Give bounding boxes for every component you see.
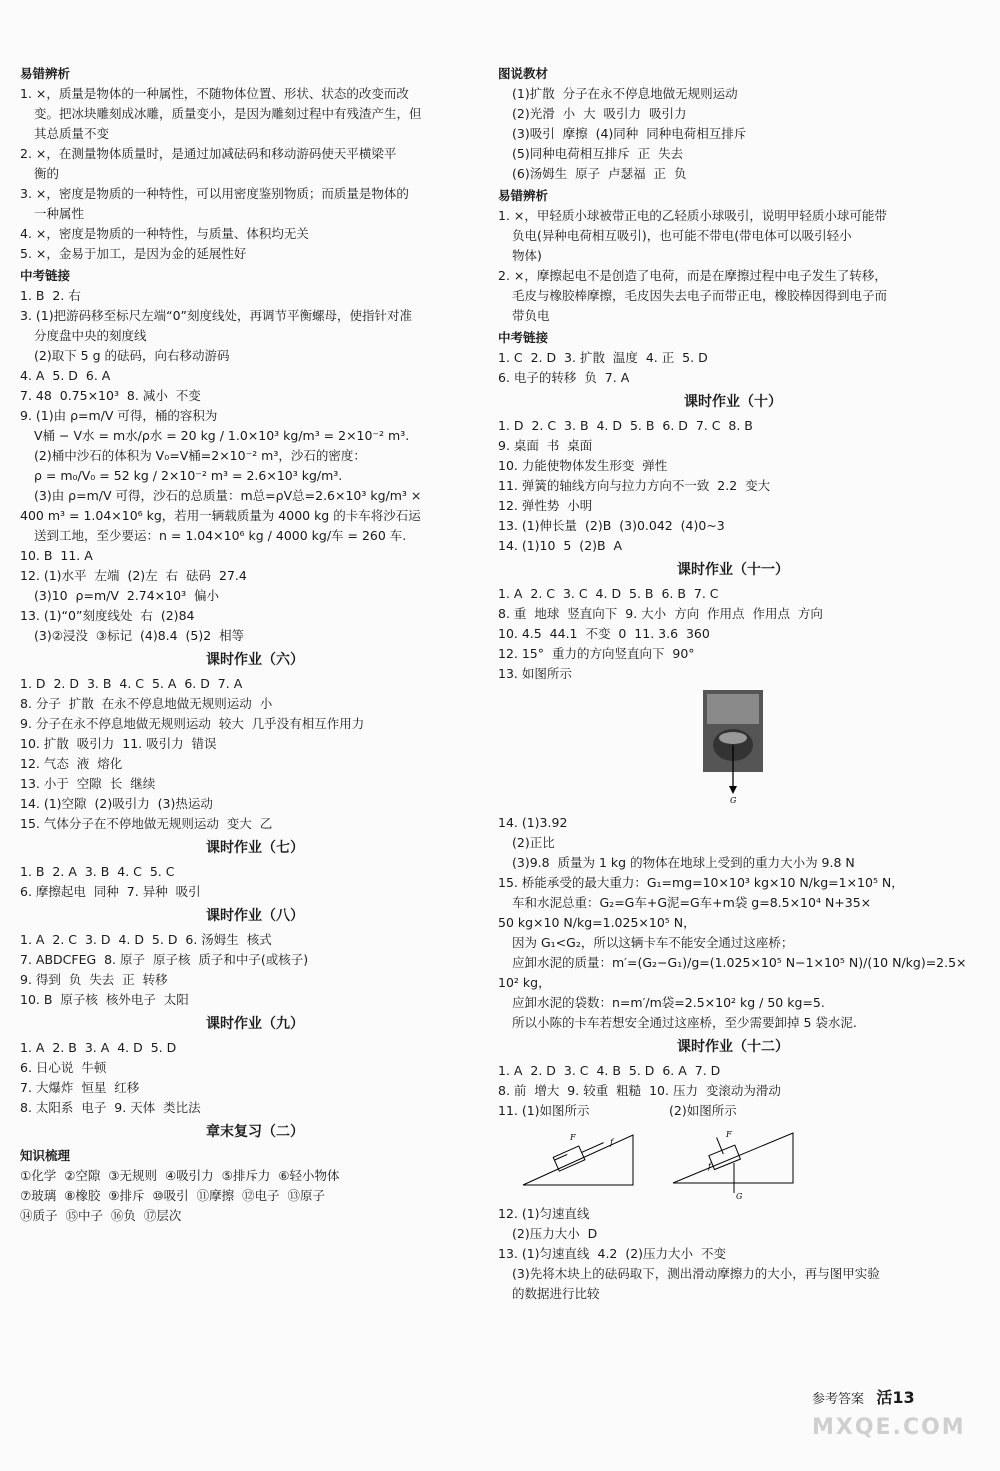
answer-line: 8. 太阳系 电子 9. 天体 类比法: [20, 1100, 201, 1115]
answer-line: (3)吸引 摩擦 (4)同种 同种电荷相互排斥: [512, 126, 747, 141]
section-heading: 课时作业（八）: [206, 908, 304, 924]
answer-line: (3)②浸没 ③标记 (4)8.4 (5)2 相等: [34, 628, 245, 643]
answer-line: (2)取下 5 g 的砝码，向右移动游码: [34, 348, 230, 363]
answer-line: 1. D 2. C 3. B 4. D 5. B 6. D 7. C 8. B: [498, 418, 753, 433]
answer-line: 11. 弹簧的轴线方向与拉力方向不一致 2.2 变大: [498, 478, 771, 493]
section-title: 中考链接: [498, 330, 549, 345]
force-label: F: [570, 1133, 576, 1142]
answer-line: 送到工地，至少要运：n = 1.04×10⁶ kg / 4000 kg/车 = 260 车.: [34, 528, 407, 543]
answer-line: 12. 弹性势 小明: [498, 498, 593, 513]
answer-line: 毛皮与橡胶棒摩擦，毛皮因失去电子而带正电，橡胶棒因得到电子而: [512, 288, 888, 303]
lantern-photo: [703, 690, 763, 805]
answer-line: 15. 气体分子在不停地做无规则运动 变大 乙: [20, 816, 273, 831]
answer-line: 一种属性: [34, 206, 85, 221]
incline-diagram-1: [518, 1125, 638, 1195]
answer-list: [20, 674, 490, 834]
answer-line: 负电(异种电荷相互吸引)，也可能不带电(带电体可以吸引轻小: [512, 228, 852, 243]
answer-list: [498, 813, 968, 1033]
answer-line: 物体): [512, 248, 542, 263]
answer-line: 14. (1)10 5 (2)B A: [498, 538, 623, 553]
answer-line: 带负电: [512, 308, 550, 323]
answer-list: [498, 416, 968, 556]
answer-line: 6. 摩擦起电 同种 7. 异种 吸引: [20, 884, 201, 899]
answer-line: (3)先将木块上的砝码取下，测出滑动摩擦力的大小，再与图甲实验: [512, 1266, 880, 1281]
section-title: 易错辨析: [498, 188, 549, 203]
answer-line: 1. A 2. D 3. C 4. B 5. D 6. A 7. D: [498, 1063, 721, 1078]
answer-line: 1. A 2. B 3. A 4. D 5. D: [20, 1040, 177, 1055]
answer-line: 10. 4.5 44.1 不变 0 11. 3.6 360: [498, 626, 710, 641]
answer-line: 11. (1)如图所示 (2)如图所示: [498, 1103, 737, 1118]
answer-list: [20, 862, 490, 902]
answer-list: [20, 1038, 490, 1118]
answer-line: ⑦玻璃 ⑧橡胶 ⑨排斥 ⑩吸引 ⑪摩擦 ⑫电子 ⑬原子: [20, 1188, 326, 1203]
answer-line: (1)扩散 分子在永不停息地做无规则运动: [512, 86, 738, 101]
right-column: [498, 62, 968, 1304]
section-heading: 课时作业（十一）: [677, 562, 789, 578]
answer-line: 变。把冰块雕刻成冰雕，质量变小，是因为雕刻过程中有残渣产生，但: [34, 106, 422, 121]
answer-line: 应卸水泥的质量：m′=(G₂−G₁)/g=(1.025×10⁵ N−1×10⁵ N)/(10 N/kg)=2.5×: [512, 955, 967, 970]
answer-line: (2)压力大小 D: [512, 1226, 598, 1241]
section-title: 中考链接: [20, 268, 71, 283]
incline-diagrams: [498, 1125, 968, 1200]
answer-line: 10² kg，: [498, 975, 551, 990]
answer-line: 12. (1)匀速直线: [498, 1206, 590, 1221]
answer-line: 1. D 2. D 3. B 4. C 5. A 6. D 7. A: [20, 676, 243, 691]
answer-list: [498, 1061, 968, 1121]
answer-line: 1. B 2. 右: [20, 288, 81, 303]
answer-line: 14. (1)空隙 (2)吸引力 (3)热运动: [20, 796, 213, 811]
answer-line: 1. B 2. A 3. B 4. C 5. C: [20, 864, 175, 879]
answer-line: (2)正比: [512, 835, 555, 850]
answer-list: [20, 1166, 490, 1226]
section-title: 易错辨析: [20, 66, 71, 81]
section-heading: 课时作业（六）: [206, 652, 304, 668]
answer-line: 8. 前 增大 9. 较重 粗糙 10. 压力 变滚动为滑动: [498, 1083, 781, 1098]
answer-line: 3. (1)把游码移至标尺左端“0”刻度线处，再调节平衡螺母，使指针对准: [20, 308, 413, 323]
answer-line: 其总质量不变: [34, 126, 110, 141]
force-label: G: [736, 1192, 743, 1200]
answer-line: 15. 桥能承受的最大重力：G₁=mg=10×10³ kg×10 N/kg=1×10⁵ N，: [498, 875, 904, 890]
answer-line: 7. ABDCFEG 8. 原子 原子核 质子和中子(或核子): [20, 952, 309, 967]
answer-line: 4. ×，密度是物质的一种特性，与质量、体积均无关: [20, 226, 309, 241]
answer-list: [498, 584, 968, 684]
answer-line: 9. 分子在永不停息地做无规则运动 较大 几乎没有相互作用力: [20, 716, 365, 731]
answer-line: 1. A 2. C 3. D 4. D 5. D 6. 汤姆生 核式: [20, 932, 272, 947]
answer-line: 13. (1)伸长量 (2)B (3)0.042 (4)0~3: [498, 518, 725, 533]
page-footer: [812, 1388, 915, 1410]
answer-line: (3)10 ρ=m/V 2.74×10³ 偏小: [34, 588, 220, 603]
answer-line: 的数据进行比较: [512, 1286, 600, 1301]
answer-line: 7. 大爆炸 恒星 红移: [20, 1080, 140, 1095]
section-heading: 课时作业（十二）: [677, 1039, 789, 1055]
answer-line: 3. ×，密度是物质的一种特性，可以用密度鉴别物质；而质量是物体的: [20, 186, 409, 201]
answer-line: 13. 如图所示: [498, 666, 572, 681]
section-heading: 课时作业（十）: [684, 394, 782, 410]
answer-list: [498, 206, 968, 326]
figure-label: G: [730, 796, 737, 805]
answer-list: [20, 930, 490, 1010]
section-heading: 课时作业（七）: [206, 840, 304, 856]
answer-list: [498, 348, 968, 388]
section-title: 图说教材: [498, 66, 549, 81]
answer-line: 10. B 11. A: [20, 548, 93, 563]
answer-line: (5)同种电荷相互排斥 正 失去: [512, 146, 684, 161]
answer-line: 车和水泥总重：G₂=G车+G泥=G车+m袋 g=8.5×10⁴ N+35×: [512, 895, 872, 910]
answer-line: 8. 重 地球 竖直向下 9. 大小 方向 作用点 作用点 方向: [498, 606, 823, 621]
answer-line: (3)9.8 质量为 1 kg 的物体在地球上受到的重力大小为 9.8 N: [512, 855, 855, 870]
answer-line: (3)由 ρ=m/V 可得，沙石的总质量：m总=ρV总=2.6×10³ kg/m³ ×: [34, 488, 422, 503]
answer-line: 10. 扩散 吸引力 11. 吸引力 错误: [20, 736, 217, 751]
answer-line: 9. 桌面 书 桌面: [498, 438, 593, 453]
answer-line: 13. (1)“0”刻度线处 右 (2)84: [20, 608, 195, 623]
answer-line: 因为 G₁<G₂，所以这辆卡车不能安全通过这座桥；: [512, 935, 794, 950]
answer-line: 13. 小于 空隙 长 继续: [20, 776, 156, 791]
answer-line: 所以小陈的卡车若想安全通过这座桥，至少需要卸掉 5 袋水泥.: [512, 1015, 857, 1030]
answer-line: 2. ×，在测量物体质量时，是通过加减砝码和移动游码使天平横梁平: [20, 146, 397, 161]
answer-line: 12. (1)水平 左端 (2)左 右 砝码 27.4: [20, 568, 247, 583]
force-label: f: [708, 1162, 711, 1171]
page-number: 活13: [876, 1388, 915, 1407]
force-label: f: [610, 1138, 613, 1147]
answer-line: ⑭质子 ⑮中子 ⑯负 ⑰层次: [20, 1208, 182, 1223]
answer-line: 应卸水泥的袋数：n=m′/m袋=2.5×10² kg / 50 kg=5.: [512, 995, 825, 1010]
answer-line: 1. ×，质量是物体的一种属性，不随物体位置、形状、状态的改变而改: [20, 86, 409, 101]
answer-line: 9. 得到 负 失去 正 转移: [20, 972, 168, 987]
answer-line: 12. 15° 重力的方向竖直向下 90°: [498, 646, 695, 661]
answer-line: 9. (1)由 ρ=m/V 可得，桶的容积为: [20, 408, 218, 423]
force-label: F: [726, 1130, 732, 1139]
footer-label: 参考答案: [812, 1392, 865, 1407]
answer-line: ①化学 ②空隙 ③无规则 ④吸引力 ⑤排斥力 ⑥轻小物体: [20, 1168, 340, 1183]
section-heading: 章末复习（二）: [206, 1124, 304, 1140]
answer-line: (2)光滑 小 大 吸引力 吸引力: [512, 106, 687, 121]
answer-line: 1. ×，甲轻质小球被带正电的乙轻质小球吸引，说明甲轻质小球可能带: [498, 208, 887, 223]
answer-line: 衡的: [34, 166, 60, 181]
answer-line: 7. 48 0.75×10³ 8. 减小 不变: [20, 388, 201, 403]
left-column: [20, 62, 490, 1226]
answer-line: 6. 日心说 牛顿: [20, 1060, 107, 1075]
answer-line: 6. 电子的转移 负 7. A: [498, 370, 630, 385]
answer-line: 13. (1)匀速直线 4.2 (2)压力大小 不变: [498, 1246, 726, 1261]
answer-list: [498, 1204, 968, 1304]
answer-line: 4. A 5. D 6. A: [20, 368, 111, 383]
lantern-photo-figure: [498, 690, 968, 805]
answer-line: 50 kg×10 N/kg=1.025×10⁵ N，: [498, 915, 696, 930]
answer-line: 1. A 2. C 3. C 4. D 5. B 6. B 7. C: [498, 586, 719, 601]
answer-line: 1. C 2. D 3. 扩散 温度 4. 正 5. D: [498, 350, 708, 365]
answer-list: [20, 84, 490, 264]
answer-line: 12. 气态 液 熔化: [20, 756, 123, 771]
section-title: 知识梳理: [20, 1148, 71, 1163]
answer-line: 14. (1)3.92: [498, 815, 568, 830]
answer-list: [498, 84, 968, 184]
answer-line: (6)汤姆生 原子 卢瑟福 正 负: [512, 166, 687, 181]
answer-line: 400 m³ = 1.04×10⁶ kg，若用一辆载质量为 4000 kg 的卡车将沙石运: [20, 508, 421, 523]
incline-diagram-2: [668, 1125, 798, 1200]
answer-line: 2. ×，摩擦起电不是创造了电荷，而是在摩擦过程中电子发生了转移，: [498, 268, 887, 283]
section-heading: 课时作业（九）: [206, 1016, 304, 1032]
answer-list: [20, 286, 490, 646]
answer-line: 10. 力能使物体发生形变 弹性: [498, 458, 668, 473]
answer-line: V桶 − V水 = m水/ρ水 = 20 kg / 1.0×10³ kg/m³ = 2×10⁻² m³.: [34, 428, 410, 443]
answer-line: 8. 分子 扩散 在永不停息地做无规则运动 小: [20, 696, 273, 711]
answer-line: ρ = m₀/V₀ = 52 kg / 2×10⁻² m³ = 2.6×10³ kg/m³.: [34, 468, 343, 483]
answer-line: 10. B 原子核 核外电子 太阳: [20, 992, 189, 1007]
answer-line: 分度盘中央的刻度线: [34, 328, 147, 343]
answer-line: (2)桶中沙石的体积为 V₀=V桶=2×10⁻² m³，沙石的密度：: [34, 448, 366, 463]
watermark: MXQE.COM: [812, 1415, 966, 1440]
answer-line: 5. ×，金易于加工，是因为金的延展性好: [20, 246, 247, 261]
